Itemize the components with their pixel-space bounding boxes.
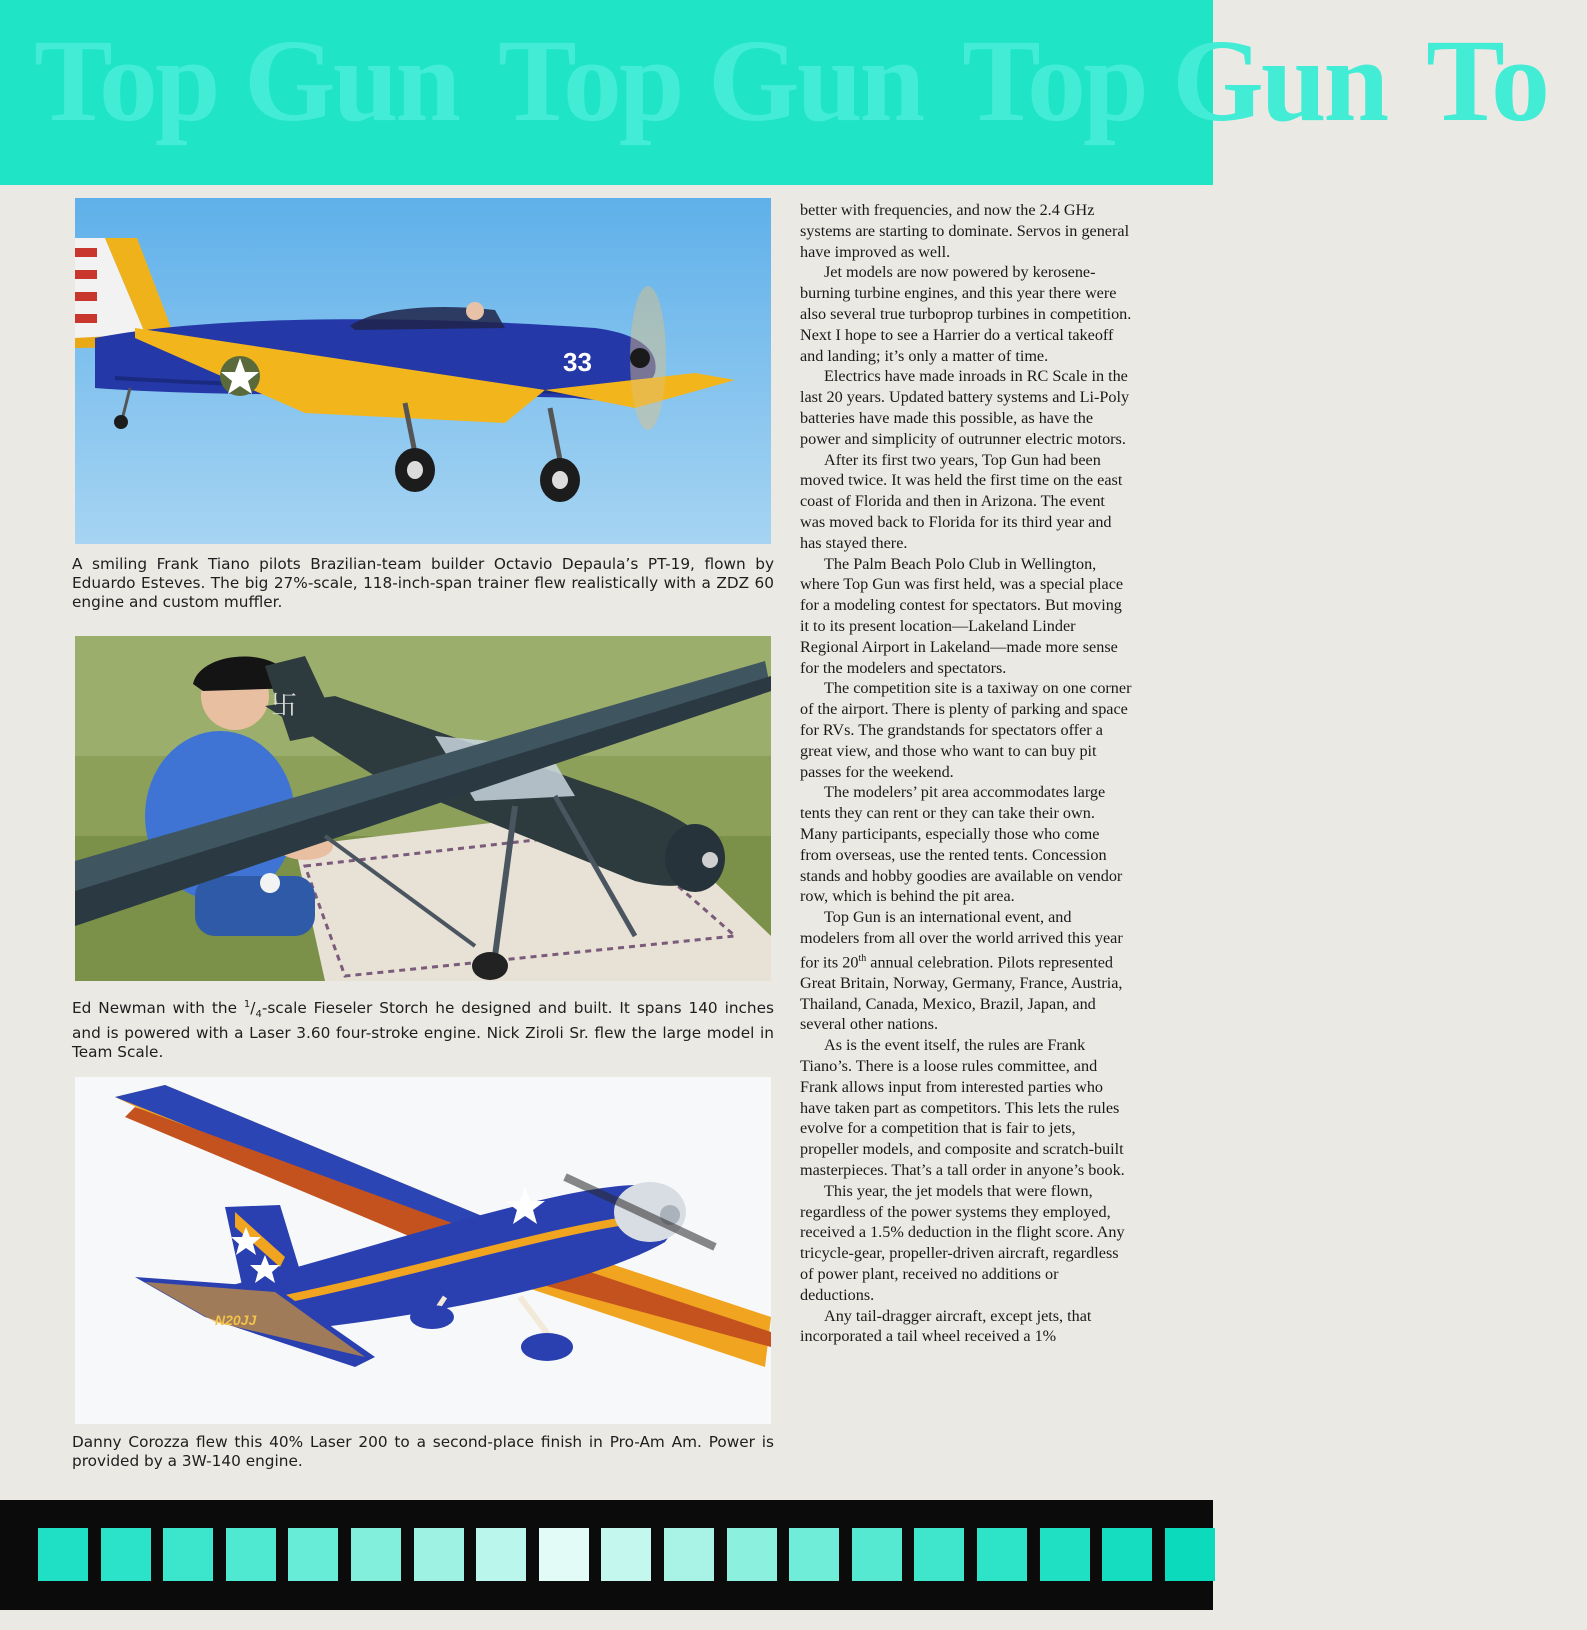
footer-swatch-strip [0, 1500, 1213, 1610]
ordinal-suffix: th [858, 952, 867, 964]
footer-swatch [1102, 1528, 1152, 1581]
footer-swatch [351, 1528, 401, 1581]
caption-laser200: Danny Corozza flew this 40% Laser 200 to a second-place finish in Pro-Am Am. Power is provided by a 3W-140 engine. [72, 1433, 774, 1470]
footer-swatch [539, 1528, 589, 1581]
caption-pt19: A smiling Frank Tiano pilots Brazilian-team builder Octavio Depaula’s PT-19, flown by Eduardo Esteves. The big 27%-scale, 118-inch-span trainer flew realistically with a ZDZ 60 engine and custom muffler. [72, 555, 774, 611]
footer-swatch [38, 1528, 88, 1581]
article-paragraph: better with frequencies, and now the 2.4 GHz systems are starting to dominate. Servos in general have improved as well. [800, 201, 1130, 261]
caption-storch-text-b: -scale Fieseler Storch he designed and built. It spans 140 inches and is powered with a Laser 3.60 four-stroke engine. Nick Ziroli Sr. flew the large model in Team Scale. [72, 999, 775, 1062]
plane-registration: N20JJ [215, 1312, 257, 1328]
article-paragraph [800, 907, 1133, 1035]
plane-number-33: 33 [563, 347, 592, 377]
footer-swatch [288, 1528, 338, 1581]
caption-fraction-numerator: 1 [243, 999, 251, 1010]
fieseler-storch-photo [75, 636, 771, 981]
article-paragraph: Electrics have made inroads in RC Scale in the last 20 years. Updated battery systems and Li-Poly batteries have made this possible, as have the power and simplicity of outrunner electric motors. [800, 367, 1130, 448]
header-banner [0, 0, 1548, 185]
caption-fraction-denominator: 4 [255, 1009, 262, 1021]
footer-swatch [727, 1528, 777, 1581]
article-paragraph: As is the event itself, the rules are Frank Tiano’s. There is a loose rules committee, and Frank allows input from interested parties who have taken part as competitors. This lets the rules evolve for a competition that is fair to jets, propeller models, and composite and scratch-built masterpieces. That’s a tall order in anyone’s book. [800, 1036, 1125, 1180]
footer-swatch [664, 1528, 714, 1581]
article-body [800, 200, 1133, 1347]
footer-swatch [476, 1528, 526, 1581]
footer-swatch [852, 1528, 902, 1581]
article-paragraph: The modelers’ pit area accommodates large tents they can rent or they can take their own. Many participants, especially those who come from overseas, use the rented tents. Concession stands and hobby goodies are available on vendor row, which is behind the pit area. [800, 783, 1123, 906]
article-paragraph: This year, the jet models that were flown, regardless of the power systems they employed, received a 1.5% deduction in the flight score. Any tricycle-gear, propeller-driven aircraft, regardless of power plant, received no additions or deductions. [800, 1181, 1125, 1304]
article-text: annual celebration. Pilots represented Great Britain, Norway, Germany, France, Austria, Thailand, Canada, Mexico, Brazil, Japan, and several other nations. [800, 953, 1123, 1034]
footer-swatch [1040, 1528, 1090, 1581]
footer-swatch [1165, 1528, 1215, 1581]
footer-swatch [977, 1528, 1027, 1581]
article-paragraph: The competition site is a taxiway on one corner of the airport. There is plenty of parking and space for RVs. The grandstands for spectators offer a great view, and those who want to can buy pit passes for the weekend. [800, 679, 1132, 781]
header-title-repeat: To [1426, 15, 1548, 146]
article-paragraph: Any tail-dragger aircraft, except jets, that incorporated a tail wheel received a 1% [800, 1306, 1092, 1346]
article-text: Top Gun is an international event, and modelers from all over the world arrived this year for its 20 [800, 908, 1123, 972]
article-paragraph: Jet models are now powered by kerosene-burning turbine engines, and this year there were also several true turboprop turbines in competition. Next I hope to see a Harrier do a vertical takeoff and landing; it’s only a matter of time. [800, 263, 1132, 365]
footer-swatch [414, 1528, 464, 1581]
header-title-repeat: Top Gun [498, 15, 923, 146]
article-paragraph: After its first two years, Top Gun had been moved twice. It was held the first time on the east coast of Florida and then in Arizona. The event was moved back to Florida for its third year and has stayed there. [800, 450, 1123, 552]
svg-text:卐: 卐 [271, 691, 298, 721]
header-title-repeat: Top Gun [34, 15, 459, 146]
footer-swatch [789, 1528, 839, 1581]
header-title-repeat: Top Gun [962, 15, 1387, 146]
caption-storch: Ed Newman with the $^1/_4$-scale Fieseler Storch he designed and built. It spans 140 inches and is powered with a Laser 3.60 four-stroke engine. Nick Ziroli Sr. flew the large model in Team Scale. [72, 999, 775, 1062]
article-paragraph: The Palm Beach Polo Club in Wellington, where Top Gun was first held, was a special place for a modeling contest for spectators. But moving it to its present location—Lakeland Linder Regional Airport in Lakeland—made more sense for the modelers and spectators. [800, 554, 1124, 677]
footer-swatch [101, 1528, 151, 1581]
footer-swatch [601, 1528, 651, 1581]
footer-swatch [163, 1528, 213, 1581]
laser-200-photo [75, 1077, 771, 1424]
footer-swatch [226, 1528, 276, 1581]
pt19-plane-photo [75, 198, 771, 544]
footer-swatch [914, 1528, 964, 1581]
header-title [34, 15, 1587, 146]
caption-storch-text-a: Ed Newman with the [72, 999, 244, 1018]
